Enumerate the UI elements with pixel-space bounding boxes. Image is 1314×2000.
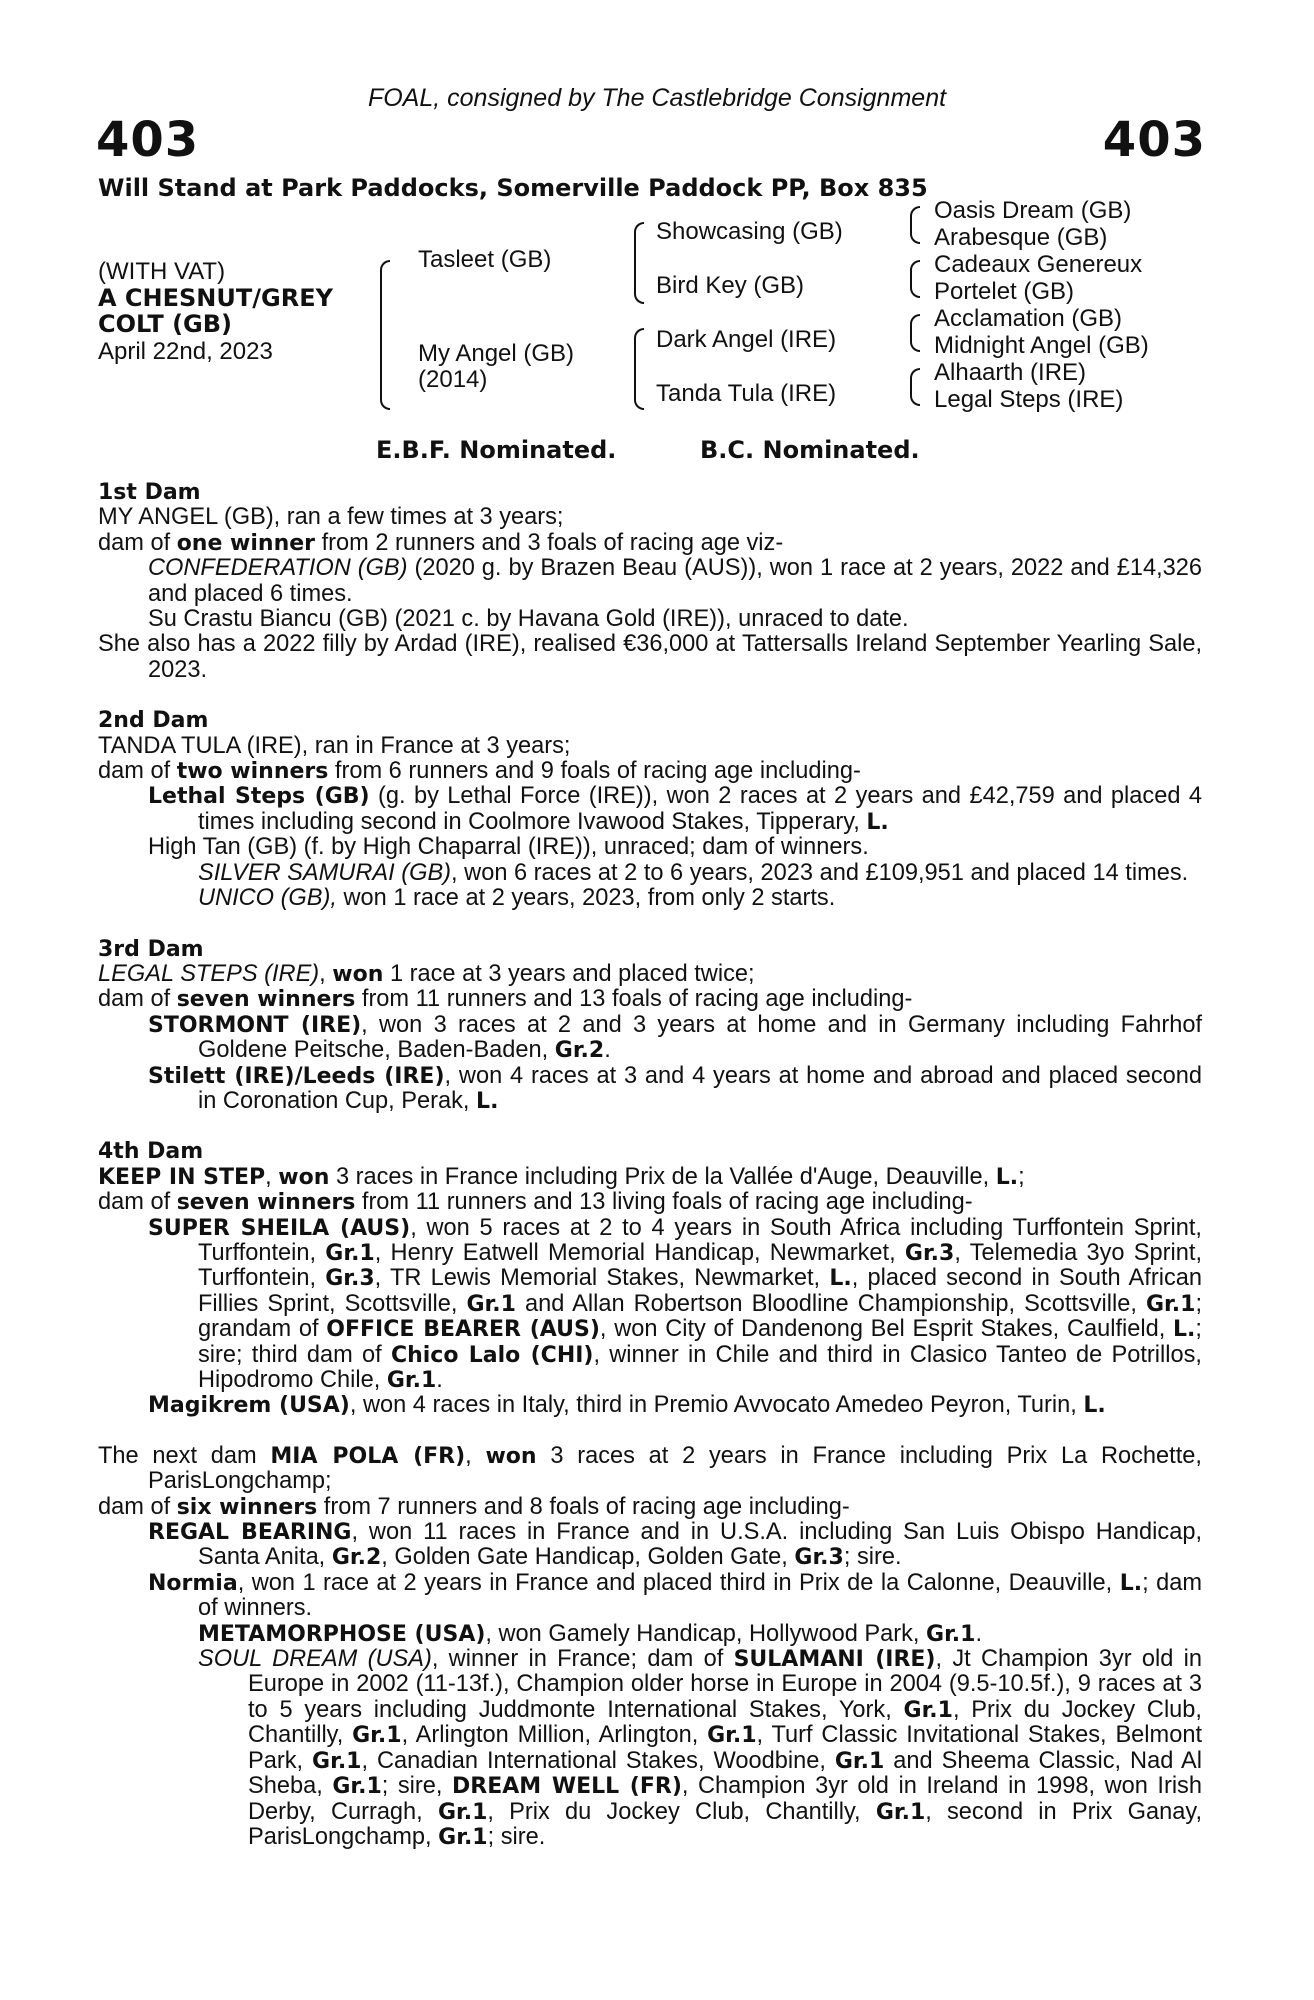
- section-heading: 3rd Dam: [98, 936, 204, 962]
- lot-number-right: 403: [1102, 112, 1206, 168]
- lot-number-left: 403: [96, 112, 200, 168]
- produce-record: SUPER SHEILA (AUS), won 5 races at 2 to 4 years in South Africa including Turffontein Sprint, Turffontein, Gr.1, Henry Eatwell Memorial Handicap, Newmarket, Gr.3, Telemedia 3yo Sprint, Turffontein, Gr.3, TR Lewis Memorial Stakes, Newmarket, L., placed second in South African Fillies Sprint, Scottsville, Gr.1 and Allan Robertson Bloodline Championship, Scottsville, Gr.1; grandam of OFFICE BEARER (AUS), won City of Dandenong Bel Esprit Stakes, Caulfield, L.; sire; third dam of Chico Lalo (CHI), winner in Chile and third in Clasico Tanteo de Potrillos, Hipodromo Chile, Gr.1.: [148, 1214, 1202, 1393]
- grandsire-4: Tanda Tula (IRE): [656, 380, 837, 407]
- produce-record: CONFEDERATION (GB) (2020 g. by Brazen Beau (AUS)), won 1 race at 2 years, 2022 and £14,326 and placed 6 times.: [148, 555, 1203, 607]
- great-grandparent: Portelet (GB): [934, 278, 1075, 305]
- dam-line: MY ANGEL (GB), ran a few times at 3 years;: [98, 504, 564, 531]
- section-heading: 2nd Dam: [98, 708, 209, 734]
- second-dam-section: [98, 708, 1202, 911]
- grandsire-1: Showcasing (GB): [656, 218, 843, 245]
- dam-line: TANDA TULA (IRE), ran in France at 3 years;: [98, 732, 571, 759]
- colt-description: A CHESNUT/GREY: [98, 284, 333, 312]
- pedigree-brace: [910, 314, 920, 352]
- produce-record: UNICO (GB), won 1 race at 2 years, 2023, from only 2 starts.: [198, 885, 836, 912]
- dam-produce-line: dam of two winners from 6 runners and 9 foals of racing age including-: [98, 758, 861, 785]
- dam-line: The next dam MIA POLA (FR), won 3 races at 2 years in France including Prix La Rochette, ParisLongchamp;: [98, 1442, 1202, 1495]
- produce-record: Magikrem (USA), won 4 races in Italy, third in Premio Avvocato Amedeo Peyron, Turin, L.: [148, 1392, 1106, 1419]
- produce-record: SOUL DREAM (USA), winner in France; dam of SULAMANI (IRE), Jt Champion 3yr old in Europe in 2002 (11-13f.), Champion older horse in Europe in 2004 (9.5-10.5f.), 9 races at 3 to 5 years including Juddmonte International Stakes, York, Gr.1, Prix du Jockey Club, Chantilly, Gr.1, Arlington Million, Arlington, Gr.1, Turf Classic Invitational Stakes, Belmont Park, Gr.1, Canadian International Stakes, Woodbine, Gr.1 and Sheema Classic, Nad Al Sheba, Gr.1; sire, DREAM WELL (FR), Champion 3yr old in Ireland in 1998, won Irish Derby, Curragh, Gr.1, Prix du Jockey Club, Chantilly, Gr.1, second in Prix Ganay, ParisLongchamp, Gr.1; sire.: [198, 1646, 1203, 1850]
- produce-record: High Tan (GB) (f. by High Chaparral (IRE)), unraced; dam of winners.: [148, 834, 869, 861]
- sire-name: Tasleet (GB): [418, 246, 552, 273]
- dam-produce-line: dam of six winners from 7 runners and 8 foals of racing age including-: [98, 1493, 850, 1520]
- produce-record: REGAL BEARING, won 11 races in France and in U.S.A. including San Luis Obispo Handicap, Santa Anita, Gr.2, Golden Gate Handicap, Golden Gate, Gr.3; sire.: [148, 1519, 1202, 1571]
- produce-record: METAMORPHOSE (USA), won Gamely Handicap, Hollywood Park, Gr.1.: [198, 1620, 983, 1647]
- produce-record: Lethal Steps (GB) (g. by Lethal Force (IRE)), won 2 races at 2 years and £42,759 and placed 4 times including second in Coolmore Ivawood Stakes, Tipperary, L.: [148, 783, 1202, 835]
- pedigree-brace: [634, 328, 644, 410]
- produce-note: She also has a 2022 filly by Ardad (IRE), realised €36,000 at Tattersalls Ireland September Yearling Sale, 2023.: [98, 631, 1202, 683]
- produce-record: SILVER SAMURAI (GB), won 6 races at 2 to 6 years, 2023 and £109,951 and placed 14 times.: [198, 859, 1189, 886]
- great-grandparent: Alhaarth (IRE): [934, 359, 1087, 386]
- dam-name: My Angel (GB): [418, 340, 575, 367]
- pedigree-brace: [634, 222, 644, 304]
- great-grandparent: Cadeaux Genereux: [934, 251, 1143, 278]
- bc-nomination: B.C. Nominated.: [700, 436, 920, 464]
- stand-location: Will Stand at Park Paddocks, Somerville Paddock PP, Box 835: [98, 174, 928, 202]
- produce-record: STORMONT (IRE), won 3 races at 2 and 3 years at home and in Germany including Fahrhof Goldene Peitsche, Baden-Baden, Gr.2.: [148, 1011, 1202, 1064]
- dam-produce-line: dam of one winner from 2 runners and 3 foals of racing age viz-: [98, 529, 784, 556]
- section-heading: 1st Dam: [98, 480, 201, 505]
- produce-record: Stilett (IRE)/Leeds (IRE), won 4 races at 3 and 4 years at home and abroad and placed second in Coronation Cup, Perak, L.: [148, 1062, 1202, 1114]
- pedigree-brace: [910, 260, 920, 298]
- pedigree-table: [0, 197, 1314, 430]
- dam-year: (2014): [418, 366, 488, 393]
- pedigree-brace: [380, 260, 390, 410]
- great-grandparent: Midnight Angel (GB): [934, 332, 1149, 359]
- catalogue-body: [98, 480, 1202, 1875]
- first-dam-section: [98, 480, 1202, 683]
- ebf-nomination: E.B.F. Nominated.: [376, 436, 617, 464]
- dam-produce-line: dam of seven winners from 11 runners and 13 living foals of racing age including-: [98, 1189, 973, 1216]
- pedigree-brace: [910, 206, 920, 244]
- dam-produce-line: dam of seven winners from 11 runners and 13 foals of racing age including-: [98, 986, 913, 1013]
- great-grandparent: Oasis Dream (GB): [934, 197, 1132, 224]
- great-grandparent: Arabesque (GB): [934, 224, 1108, 251]
- vat-note: (WITH VAT): [98, 258, 226, 285]
- next-dam-section: [98, 1444, 1202, 1851]
- date-of-birth: April 22nd, 2023: [98, 338, 273, 365]
- dam-line: LEGAL STEPS (IRE), won 1 race at 3 years and placed twice;: [98, 960, 755, 987]
- consignor-line: FOAL, consigned by The Castlebridge Consignment: [367, 84, 947, 112]
- pedigree-brace: [910, 368, 920, 406]
- grandsire-3: Dark Angel (IRE): [656, 326, 837, 353]
- produce-record: Su Crastu Biancu (GB) (2021 c. by Havana Gold (IRE)), unraced to date.: [148, 606, 909, 633]
- grandsire-2: Bird Key (GB): [656, 272, 805, 299]
- produce-record: Normia, won 1 race at 2 years in France and placed third in Prix de la Calonne, Deauville, L.; dam of winners.: [148, 1569, 1202, 1622]
- great-grandparent: Acclamation (GB): [934, 305, 1123, 332]
- section-heading: 4th Dam: [98, 1139, 204, 1165]
- fourth-dam-section: [98, 1139, 1202, 1418]
- third-dam-section: [98, 937, 1202, 1115]
- great-grandparent: Legal Steps (IRE): [934, 386, 1124, 413]
- dam-line: KEEP IN STEP, won 3 races in France including Prix de la Vallée d'Auge, Deauville, L.;: [98, 1163, 1025, 1190]
- colt-description-2: COLT (GB): [98, 310, 232, 338]
